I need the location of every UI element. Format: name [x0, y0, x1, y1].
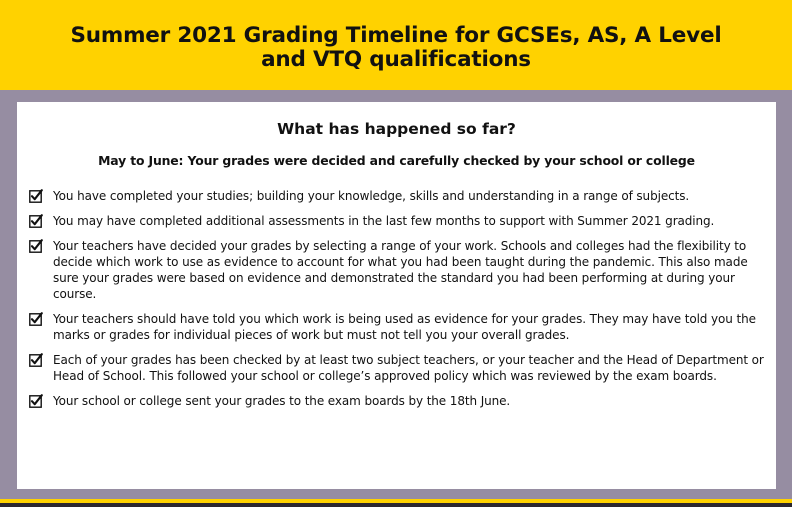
checked-box-icon	[29, 239, 43, 253]
page-title-line-2: and VTQ qualifications	[261, 47, 531, 72]
page-title-line-1: Summer 2021 Grading Timeline for GCSEs, AS, A Level	[70, 23, 722, 48]
checklist	[27, 188, 767, 418]
content-panel	[17, 102, 776, 489]
checked-box-icon	[29, 353, 43, 367]
section-title: What has happened so far?	[277, 120, 516, 138]
checklist-item	[27, 213, 767, 229]
checklist-item	[27, 393, 767, 409]
checked-box-icon	[29, 312, 43, 326]
page-header	[0, 0, 792, 90]
checklist-item-text: Each of your grades has been checked by at least two subject teachers, or your teacher and the Head of Department or Head of School. This followed your school or college’s approved policy which was reviewed by the exam boards.	[53, 353, 764, 383]
section-subtitle: May to June: Your grades were decided and carefully checked by your school or college	[98, 153, 695, 168]
checked-box-icon	[29, 214, 43, 228]
checklist-item	[27, 238, 767, 302]
page-title	[70, 18, 721, 72]
checklist-item-text: Your teachers should have told you which work is being used as evidence for your grades. They may have told you the marks or grades for individual pieces of work but must not tell you your overall grades.	[53, 312, 756, 342]
checklist-item	[27, 188, 767, 204]
checked-box-icon	[29, 189, 43, 203]
checked-box-icon	[29, 394, 43, 408]
checklist-item	[27, 352, 767, 384]
checklist-item-text: You may have completed additional assessments in the last few months to support with Summer 2021 grading.	[53, 214, 715, 228]
checklist-item	[27, 311, 767, 343]
checklist-item-text: Your teachers have decided your grades by selecting a range of your work. Schools and colleges had the flexibility to decide which work to use as evidence to account for what you had been taught during the pandemic. This also made sure your grades were based on evidence and demonstrated the standard you had been performing at during your course.	[53, 239, 748, 301]
checklist-item-text: You have completed your studies; building your knowledge, skills and understanding in a range of subjects.	[53, 189, 690, 203]
bottom-edge	[0, 503, 792, 507]
checklist-item-text: Your school or college sent your grades to the exam boards by the 18th June.	[53, 394, 511, 408]
